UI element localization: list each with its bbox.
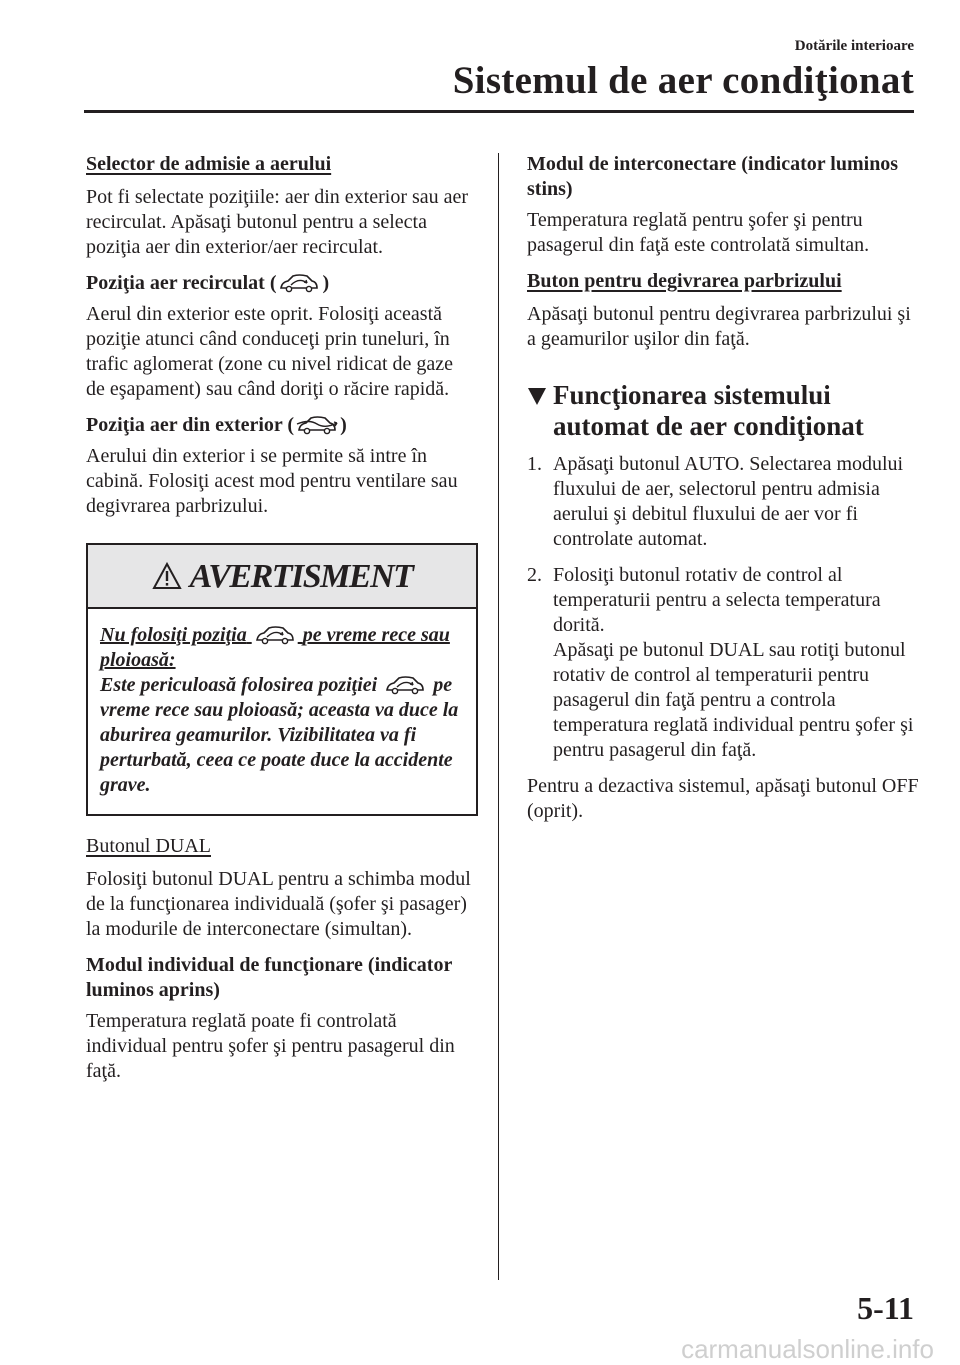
step-number: 2. xyxy=(527,564,542,586)
selector-text: Pot fi selectate poziţiile: aer din exterior sau aer recirculat. Apăsaţi butonul pentru a selecta poziţia aer din exterior/aer recirculat. xyxy=(86,186,469,258)
car-recirculation-icon xyxy=(253,625,297,647)
right-column xyxy=(527,152,919,835)
warning-header xyxy=(88,545,476,609)
steps-list xyxy=(527,452,919,763)
section-title: Funcţionarea sistemului automat de aer condiţionat xyxy=(553,380,864,441)
recirc-text: Aerul din exterior este oprit. Folosiţi această poziţie atunci când conduceţi prin tuneluri, în trafic aglomerat (zone cu nivel ridicat de gaze de eşapament) sau când doriţi o răcire rapidă. xyxy=(86,303,454,400)
recirc-heading-text: Poziţia aer recirculat ( xyxy=(86,272,277,294)
chapter-label: Dotările interioare xyxy=(794,38,914,54)
page-number: 5-11 xyxy=(857,1290,914,1326)
warning-line1-pre: Nu folosiţi poziţia xyxy=(100,624,247,646)
step-text: Folosiţi butonul rotativ de control al temperaturii pentru a selecta temperatura dorită. xyxy=(553,564,881,636)
recirc-heading-close: ) xyxy=(322,272,330,294)
step-number: 1. xyxy=(527,453,542,475)
watermark: carmanualsonline.info xyxy=(681,1334,934,1364)
interconnect-text: Temperatura reglată pentru şofer şi pentru pasagerul din faţă este controlată simultan. xyxy=(527,209,870,256)
left-column xyxy=(86,152,474,1095)
warning-triangle-icon xyxy=(152,562,182,590)
outside-heading-close: ) xyxy=(340,414,347,436)
warning-body xyxy=(88,609,476,814)
warning-line2-post: pe vreme rece sau ploioasă; aceasta va duce la aburirea geamurilor. Vizibilitatea va fi perturbată, ceea ce poate duce la accidente grave. xyxy=(100,674,459,796)
outside-text: Aerului din exterior i se permite să intre în cabină. Folosiţi acest mod pentru ventilare sau degivrarea parbrizului. xyxy=(86,445,458,517)
car-recirculation-icon xyxy=(277,273,321,295)
warning-box xyxy=(86,543,478,816)
outside-heading xyxy=(86,413,474,438)
defrost-heading: Buton pentru degivrarea parbrizului xyxy=(527,270,842,292)
header-rule xyxy=(84,110,914,113)
car-outside-air-icon xyxy=(295,415,339,437)
column-divider xyxy=(498,153,499,1280)
step-body xyxy=(553,563,919,763)
step-text-continued: Apăsaţi pe butonul DUAL sau rotiţi butonul rotativ de control al temperaturii pentru pasagerul din faţă pentru a controla temperatura reglată individual pentru şofer şi pentru pasagerul din faţă. xyxy=(553,639,914,761)
individual-text: Temperatura reglată poate fi controlată individual pentru şofer şi pentru pasagerul din faţă. xyxy=(86,1010,455,1082)
section-heading xyxy=(527,380,919,442)
dual-heading: Butonul DUAL xyxy=(86,835,211,857)
warning-title: AVERTISMENT xyxy=(189,557,413,595)
page-title: Sistemul de aer condiţionat xyxy=(452,59,914,102)
defrost-text: Apăsaţi butonul pentru degivrarea parbrizului şi a geamurilor uşilor din faţă. xyxy=(527,303,911,350)
step-text: Apăsaţi butonul AUTO. Selectarea modului fluxului de aer, selectorul pentru admisia aerului şi debitul fluxului de aer vor fi controlate automat. xyxy=(553,453,904,550)
list-item xyxy=(527,452,919,552)
down-triangle-icon xyxy=(527,380,547,406)
recirc-heading xyxy=(86,271,474,296)
car-recirculation-icon xyxy=(383,675,427,697)
interconnect-heading: Modul de interconectare (indicator luminos stins) xyxy=(527,153,899,200)
warning-line2-pre: Este periculoasă folosirea poziţiei xyxy=(100,674,378,696)
off-text: Pentru a dezactiva sistemul, apăsaţi butonul OFF (oprit). xyxy=(527,775,919,822)
warning-line1-post: pe vreme rece sau ploioasă: xyxy=(100,624,450,671)
dual-text: Folosiţi butonul DUAL pentru a schimba modul de la funcţionarea individuală (şofer şi pasager) la modurile de interconectare (simultan). xyxy=(86,868,471,940)
outside-heading-text: Poziţia aer din exterior ( xyxy=(86,414,295,436)
selector-heading: Selector de admisie a aerului xyxy=(86,153,332,175)
warning-line1 xyxy=(100,623,464,673)
list-item xyxy=(527,563,919,763)
individual-heading: Modul individual de funcţionare (indicator luminos aprins) xyxy=(86,954,452,1001)
warning-line2 xyxy=(100,673,464,798)
